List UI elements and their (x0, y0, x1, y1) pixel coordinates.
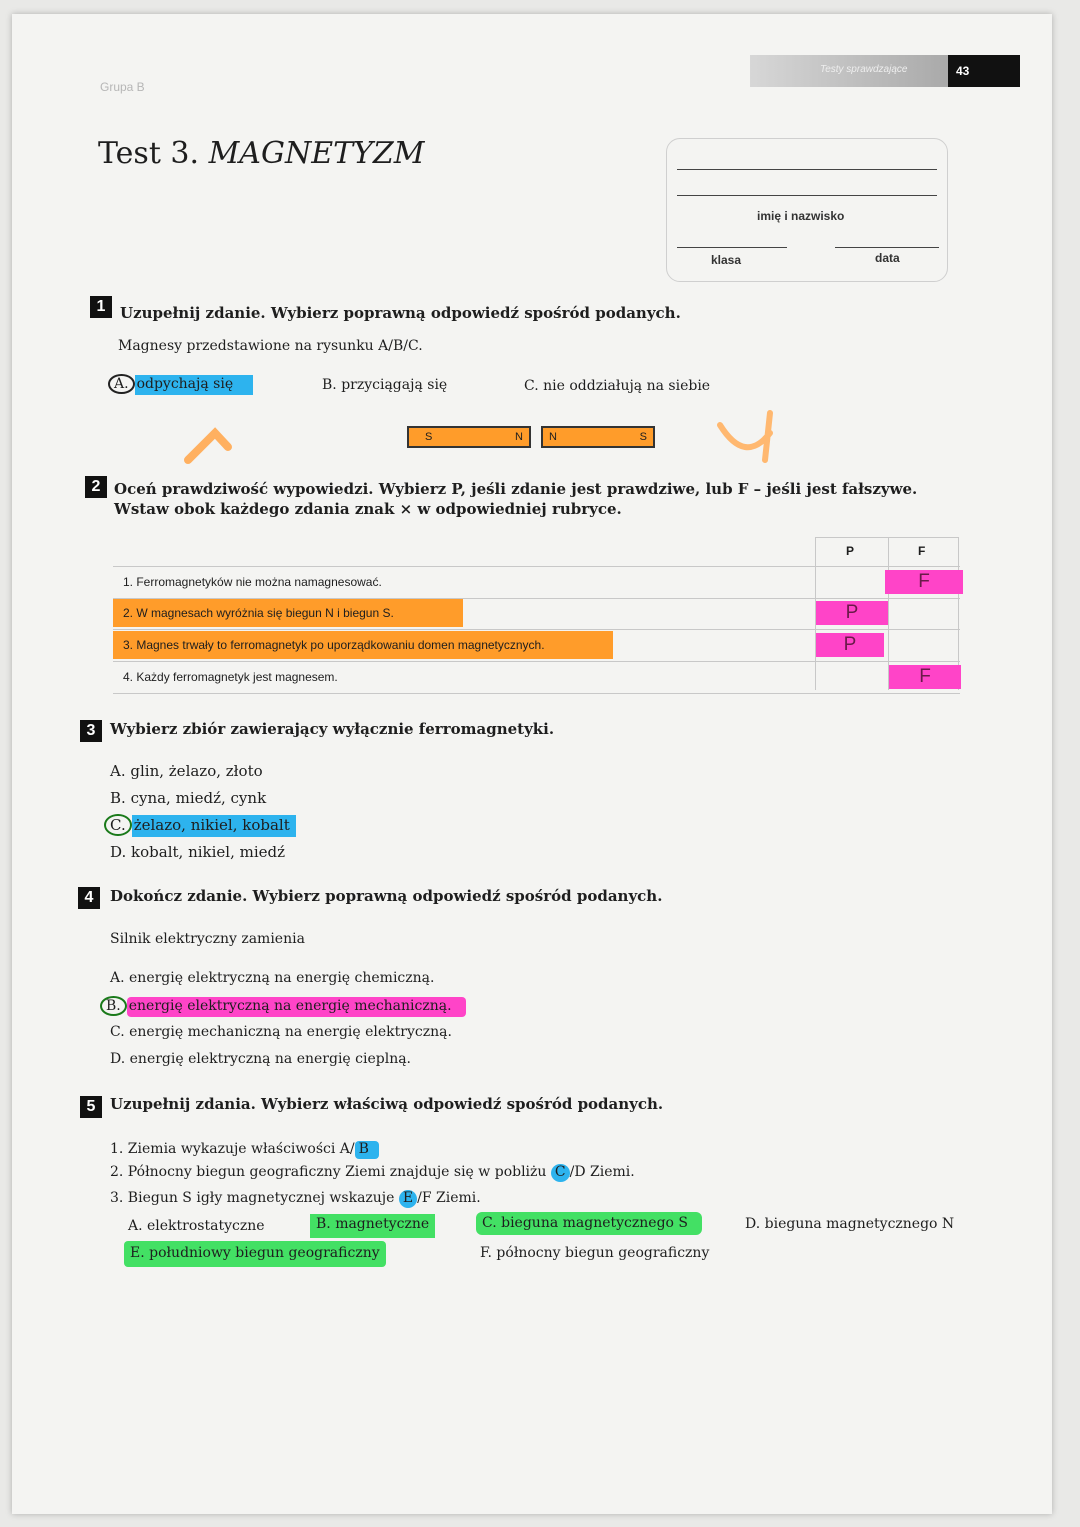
title-prefix: Test 3. (98, 136, 200, 171)
magnet-right-pole-s: S (639, 431, 647, 443)
question-4-number: 4 (78, 887, 100, 909)
q5-sentence-1-choice[interactable]: B (355, 1141, 379, 1159)
student-info-box (666, 138, 948, 282)
q5-sentence-3-before: 3. Biegun S igły magnetycznej wskazuje (110, 1190, 399, 1206)
question-4-instruction: Dokończ zdanie. Wybierz poprawną odpowiedź spośród podanych. (110, 887, 663, 905)
question-1-stem: Magnesy przedstawione na rysunku A/B/C. (118, 338, 423, 354)
statement-2: 2. W magnesach wyróżnia się biegun N i biegun S. (123, 606, 394, 620)
q4-option-b-text: energię elektryczną na energię mechaniczną. (127, 997, 466, 1017)
orange-arrow-icon (188, 433, 228, 460)
q4-option-a-letter: A. (110, 970, 125, 986)
q4-option-d-text: energię elektryczną na energię cieplną. (129, 1051, 412, 1067)
table-row (113, 598, 960, 630)
q1-option-a[interactable] (108, 374, 253, 394)
magnet-left-pole-n: N (515, 431, 523, 443)
question-5-instruction: Uzupełnij zdania. Wybierz właściwą odpowiedź spośród podanych. (110, 1095, 664, 1113)
answer-mark-3[interactable]: P (816, 633, 884, 657)
question-4-stem: Silnik elektryczny zamienia (110, 931, 305, 947)
q3-option-a[interactable] (110, 762, 263, 780)
q5-option-e[interactable]: E. południowy biegun geograficzny (124, 1241, 386, 1267)
question-5-number: 5 (80, 1096, 102, 1118)
magnet-right (541, 426, 655, 448)
table-row (113, 630, 960, 662)
table-row (113, 662, 960, 694)
statement-3: 3. Magnes trwały to ferromagnetyk po uporządkowaniu domen magnetycznych. (123, 638, 545, 652)
group-label: Grupa B (100, 80, 145, 94)
q5-sentence-3-choice[interactable]: E (399, 1190, 417, 1208)
date-line[interactable] (835, 247, 939, 248)
q3-option-c-text: żelazo, nikiel, kobalt (132, 815, 296, 837)
q3-option-b-text: cyna, miedź, cynk (130, 789, 267, 807)
q4-option-c-letter: C. (110, 1024, 125, 1040)
q4-option-d-letter: D. (110, 1051, 126, 1067)
question-2-number: 2 (85, 476, 107, 498)
q1-option-b[interactable] (322, 377, 447, 393)
column-f-header: F (918, 544, 926, 558)
statement-4: 4. Każdy ferromagnetyk jest magnesem. (123, 670, 338, 684)
answer-mark-4[interactable]: F (889, 665, 961, 689)
q3-option-c-letter: C. (104, 814, 132, 836)
q5-sentence-3 (110, 1190, 481, 1206)
question-1-instruction: Uzupełnij zdanie. Wybierz poprawną odpowiedź spośród podanych. (120, 304, 681, 322)
name-label: imię i nazwisko (757, 209, 845, 223)
q5-option-a[interactable]: A. elektrostatyczne (128, 1218, 265, 1234)
q5-option-f[interactable]: F. północny biegun geograficzny (480, 1245, 710, 1261)
q1-option-b-text: przyciągają się (341, 377, 448, 393)
date-label: data (875, 251, 900, 265)
header-section: Testy sprawdzające (820, 64, 908, 75)
name-line-2[interactable] (677, 195, 937, 196)
title-topic: MAGNETYZM (208, 136, 425, 171)
q5-sentence-1-before: 1. Ziemia wykazuje właściwości A/ (110, 1141, 355, 1157)
question-2-instruction-line1: Oceń prawdziwość wypowiedzi. Wybierz P, jeśli zdanie jest prawdziwe, lub F – jeśli jest fałszywe. (114, 480, 918, 498)
question-3-instruction: Wybierz zbiór zawierający wyłącznie ferromagnetyki. (110, 720, 555, 738)
q4-option-b[interactable] (100, 996, 466, 1016)
question-3-number: 3 (80, 720, 102, 742)
q4-option-c-text: energię mechaniczną na energię elektryczną. (129, 1024, 452, 1040)
q1-option-a-letter: A. (108, 374, 135, 394)
class-label: klasa (711, 253, 742, 267)
answer-mark-2[interactable]: P (816, 601, 888, 625)
table-row (113, 566, 960, 599)
name-line-1[interactable] (677, 169, 937, 170)
q1-option-c[interactable] (524, 378, 710, 394)
q3-option-a-text: glin, żelazo, złoto (130, 762, 263, 780)
q4-option-b-letter: B. (100, 996, 127, 1016)
q3-option-d-text: kobalt, nikiel, miedź (131, 843, 286, 861)
q4-option-d[interactable] (110, 1051, 411, 1067)
q1-option-c-text: nie oddziałują na siebie (543, 378, 711, 394)
q5-option-c[interactable]: C. bieguna magnetycznego S (476, 1212, 702, 1235)
q5-sentence-2-before: 2. Północny biegun geograficzny Ziemi znajduje się w pobliżu (110, 1164, 551, 1180)
q3-option-b-letter: B. (110, 789, 126, 807)
q5-sentence-2 (110, 1164, 635, 1180)
column-p-header: P (846, 544, 855, 558)
q5-sentence-1 (110, 1141, 379, 1157)
answer-mark-1[interactable]: F (885, 570, 963, 594)
q4-option-a[interactable] (110, 970, 434, 986)
q5-sentence-2-choice[interactable]: C (551, 1164, 570, 1182)
q1-option-a-text: odpychają się (135, 375, 254, 395)
q3-option-d[interactable] (110, 843, 285, 861)
magnet-right-pole-n: N (549, 431, 557, 443)
class-line[interactable] (677, 247, 787, 248)
q3-option-d-letter: D. (110, 843, 127, 861)
magnet-left (407, 426, 531, 448)
q3-option-a-letter: A. (110, 762, 126, 780)
q3-option-b[interactable] (110, 789, 266, 807)
orange-scribble-icon (720, 413, 770, 460)
q5-sentence-3-after: /F Ziemi. (417, 1190, 481, 1206)
q1-option-b-letter: B. (322, 377, 337, 393)
q5-option-b[interactable]: B. magnetyczne (310, 1214, 435, 1238)
q1-option-c-letter: C. (524, 378, 539, 394)
header-top-border (815, 537, 959, 538)
q5-option-d[interactable]: D. bieguna magnetycznego N (745, 1216, 955, 1232)
q4-option-c[interactable] (110, 1024, 452, 1040)
page-number: 43 (948, 55, 1020, 87)
q5-sentence-2-after: /D Ziemi. (569, 1164, 635, 1180)
statement-1: 1. Ferromagnetyków nie można namagnesować. (123, 575, 382, 589)
test-title (98, 136, 424, 171)
magnet-left-pole-s: S (425, 431, 433, 443)
question-2-instruction-line2: Wstaw obok każdego zdania znak × w odpowiedniej rubryce. (114, 500, 622, 518)
q3-option-c[interactable] (104, 814, 296, 836)
question-1-number: 1 (90, 296, 112, 318)
q4-option-a-text: energię elektryczną na energię chemiczną. (129, 970, 435, 986)
